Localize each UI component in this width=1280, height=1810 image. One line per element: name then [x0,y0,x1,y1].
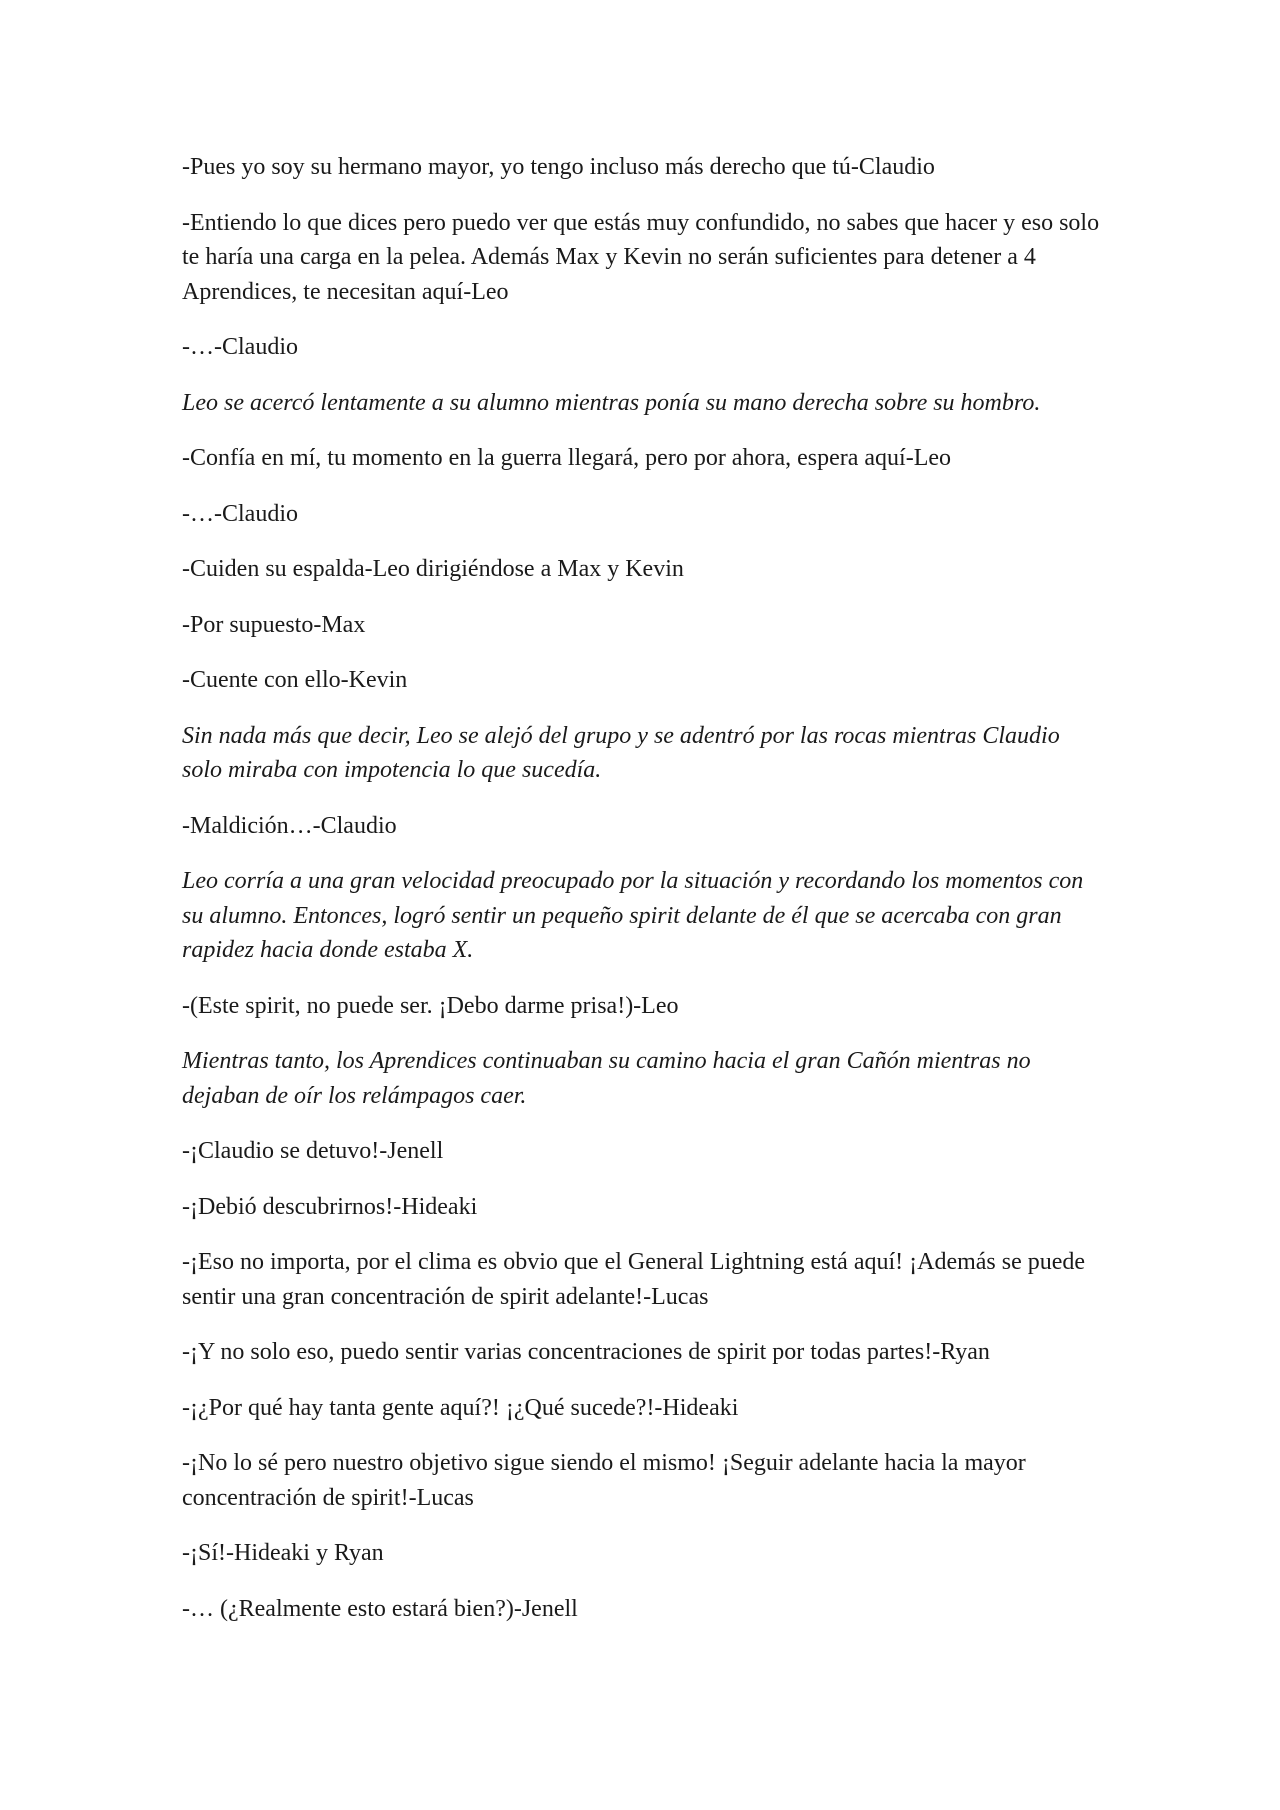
narration-paragraph: Sin nada más que decir, Leo se alejó del grupo y se adentró por las rocas mientras Claudio solo miraba con impotencia lo que sucedía. [182,722,1066,783]
dialogue-paragraph: -¡¿Por qué hay tanta gente aquí?! ¡¿Qué sucede?!-Hideaki [182,1394,739,1421]
dialogue-paragraph: -(Este spirit, no puede ser. ¡Debo darme prisa!)-Leo [182,992,679,1019]
narration-paragraph: Leo se acercó lentamente a su alumno mientras ponía su mano derecha sobre su hombro. [182,389,1041,416]
dialogue-paragraph: -…-Claudio [182,500,298,527]
dialogue-paragraph: -Entiendo lo que dices pero puedo ver que estás muy confundido, no sabes que hacer y eso solo te haría una carga en la pelea. Además Max y Kevin no serán suficientes para detener a 4 Aprendices, te necesitan aquí-Leo [182,209,1106,305]
dialogue-paragraph: -¡No lo sé pero nuestro objetivo sigue siendo el mismo! ¡Seguir adelante hacia la mayor concentración de spirit!-Lucas [182,1450,1032,1511]
dialogue-paragraph: -¡Y no solo eso, puedo sentir varias concentraciones de spirit por todas partes!-Ryan [182,1339,990,1365]
dialogue-paragraph: -Cuente con ello-Kevin [182,667,408,693]
dialogue-paragraph: -¡Debió descubrirnos!-Hideaki [182,1193,478,1220]
dialogue-paragraph: -…-Claudio [182,334,298,360]
dialogue-paragraph: -¡Claudio se detuvo!-Jenell [182,1138,444,1164]
dialogue-paragraph: -¡Sí!-Hideaki y Ryan [182,1540,384,1566]
dialogue-paragraph: -Por supuesto-Max [182,611,366,638]
dialogue-paragraph: -Maldición…-Claudio [182,812,397,839]
dialogue-paragraph: -Confía en mí, tu momento en la guerra llegará, pero por ahora, espera aquí-Leo [182,445,952,471]
dialogue-paragraph: -Pues yo soy su hermano mayor, yo tengo incluso más derecho que tú-Claudio [182,154,935,180]
dialogue-paragraph: -… (¿Realmente esto estará bien?)-Jenell [182,1595,578,1622]
narration-paragraph: Mientras tanto, los Aprendices continuaban su camino hacia el gran Cañón mientras no dejaban de oír los relámpagos caer. [182,1048,1037,1109]
document-body [182,150,1106,1647]
dialogue-paragraph: -Cuiden su espalda-Leo dirigiéndose a Max y Kevin [182,556,684,582]
narration-paragraph: Leo corría a una gran velocidad preocupado por la situación y recordando los momentos con su alumno. Entonces, logró sentir un pequeño spirit delante de él que se acercaba con gran rapidez hacia donde estaba X. [182,868,1090,963]
dialogue-paragraph: -¡Eso no importa, por el clima es obvio que el General Lightning está aquí! ¡Además se puede sentir una gran concentración de spirit adelante!-Lucas [182,1249,1092,1310]
